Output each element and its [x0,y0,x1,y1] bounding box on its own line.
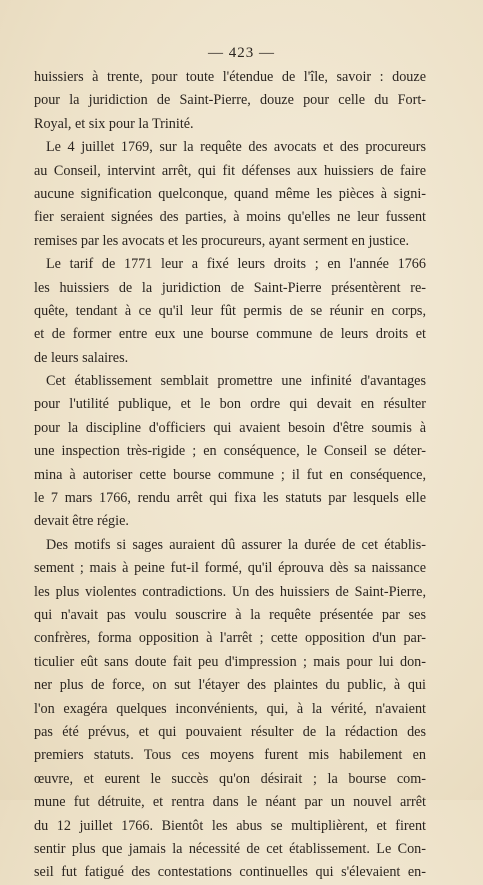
text-line: pour l'utilité publique, et le bon ordre qui devait en résulter [34,396,426,413]
text-line: Le tarif de 1771 leur a fixé leurs droits ; en l'année 1766 [46,256,426,273]
text-line: fier seraient signées des parties, à moins qu'elles ne leur fussent [34,209,426,226]
text-line: premiers statuts. Tous ces moyens furent mis habilement en [34,747,426,764]
text-line: le 7 mars 1766, rendu arrêt qui fixa les statuts par lesquels elle [34,490,426,507]
text-line: du 12 juillet 1766. Bientôt les abus se multiplièrent, et firent [34,817,426,834]
text-line: seil fut fatigué des contestations continuelles qui s'élevaient en- [34,864,426,881]
text-line: Cet établissement semblait promettre une infinité d'avantages [46,373,426,390]
page-body-text [34,66,426,885]
text-line: remises par les avocats et les procureurs, ayant serment en justice. [34,232,410,249]
text-line: Des motifs si sages auraient dû assurer la durée de cet établis- [46,536,426,553]
text-line: mina à autoriser cette bourse commune ; il fut en conséquence, [34,466,426,483]
text-line: ner plus de force, on sut l'étayer des plaintes du public, à qui [34,677,426,694]
text-line: Le 4 juillet 1769, sur la requête des avocats et des procureurs [46,139,426,156]
text-line: une inspection très-rigide ; en conséquence, le Conseil se déter- [34,443,426,460]
text-line: pas été prévus, et qui pouvaient résulter de la rédaction des [34,723,426,740]
text-line: de leurs salaires. [34,349,129,366]
text-line: quête, tendant à ce qu'il leur fût permis de se réunir en corps, [34,302,426,319]
text-line: aucune signification quelconque, quand même les pièces à signi- [34,185,426,202]
page-number: — 423 — [208,45,275,61]
text-line: pour la discipline d'officiers qui avaient besoin d'être soumis à [34,419,426,436]
text-line: pour la juridiction de Saint-Pierre, douze pour celle du Fort- [34,92,426,109]
text-line: les huissiers de la juridiction de Saint-Pierre présentèrent re- [34,279,426,296]
text-line: l'on exagéra quelques inconvénients, qui, à la vérité, n'avaient [34,700,426,717]
text-line: huissiers à trente, pour toute l'étendue de l'île, savoir : douze [34,69,426,85]
text-line: les plus violentes contradictions. Un des huissiers de Saint-Pierre, [34,583,426,600]
text-line: ticulier eût sans doute fait peu d'impression ; mais pour lui don- [34,653,426,670]
text-line: Royal, et six pour la Trinité. [34,115,194,132]
text-line: sentir plus que jamais la nécessité de cet établissement. Le Con- [34,840,426,857]
text-line: qui n'avait pas voulu souscrire à la requête présentée par ses [34,606,426,623]
text-line: et de former entre eux une bourse commune de leurs droits et [34,326,426,343]
text-line: œuvre, et eurent le succès qu'on désirait ; la bourse com- [34,770,426,787]
text-line: devait être régie. [34,513,129,530]
text-line: mune fut détruite, et rentra dans le néant par un nouvel arrêt [34,794,426,811]
text-line: au Conseil, intervint arrêt, qui fit défenses aux huissiers de faire [34,162,426,179]
text-line: confrères, forma opposition à l'arrêt ; cette opposition d'un par- [34,630,426,647]
text-line: sement ; mais à peine fut-il formé, qu'il éprouva dès sa naissance [34,560,426,577]
